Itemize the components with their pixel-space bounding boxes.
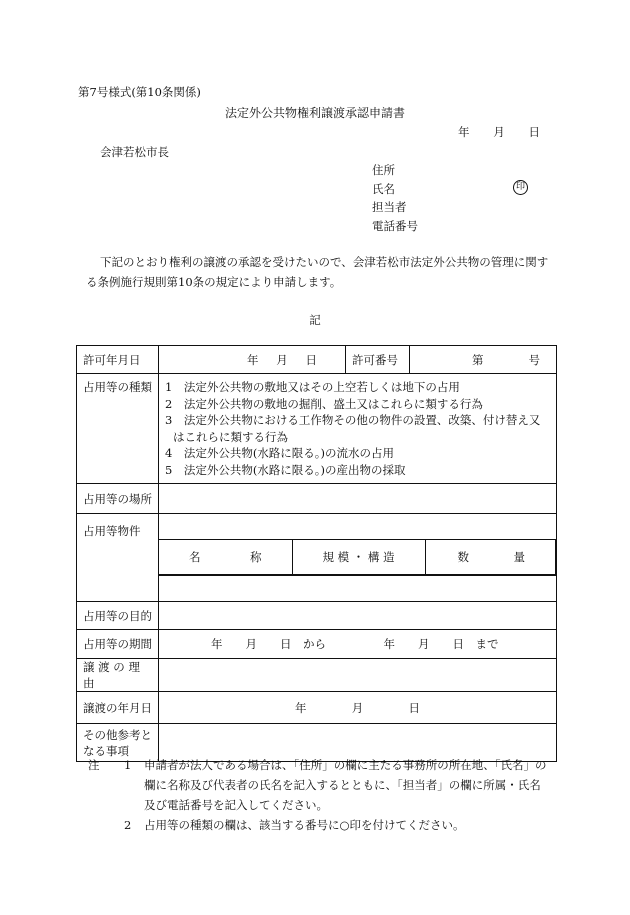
permit-day: 日 <box>305 352 317 367</box>
note-text: 申請者が法人である場合は、「住所」の欄に主たる事務所の所在地、「氏名」の欄に名称及び代表者の氏名を記入するとともに、「担当者」の欄に所属・氏名及び電話番号を記入してください。 <box>144 758 547 812</box>
purpose-field[interactable] <box>159 602 557 630</box>
document-title: 法定外公共物権利譲渡承認申請書 <box>224 106 405 120</box>
object-quantity-header-a: 数 <box>457 550 469 564</box>
permit-number-field[interactable] <box>410 346 557 374</box>
type-option-2[interactable]: 2 法定外公共物の敷地の掘削、盛土又はこれらに類する行為 <box>165 396 483 411</box>
day-label: 日 <box>528 125 540 139</box>
place-row <box>77 484 557 514</box>
type-options[interactable] <box>159 374 557 484</box>
permit-month: 月 <box>276 352 288 367</box>
body-text: 下記のとおり権利の譲渡の承認を受けたいので、会津若松市法定外公共物の管理に関する条例施行規則第10条の規定により申請します。 <box>86 255 549 289</box>
type-option-1[interactable]: 1 法定外公共物の敷地又はその上空若しくは地下の占用 <box>165 380 460 394</box>
transfer-year: 年 <box>295 700 307 715</box>
type-label: 占用等の種類 <box>77 374 159 484</box>
form-number: 第7号様式(第10条関係) <box>78 85 201 99</box>
person-in-charge-label: 担当者 <box>372 200 407 214</box>
type-option-4[interactable]: 4 法定外公共物(水路に限る。)の流水の占用 <box>165 446 395 460</box>
note-number: 2 <box>124 818 132 832</box>
application-table <box>76 345 557 762</box>
object-name-header <box>159 540 292 575</box>
type-option-3-continued: はこれらに類する行為 <box>173 429 288 444</box>
note-mark-spacer <box>88 815 124 835</box>
seal-mark: 印 <box>513 180 528 195</box>
transfer-date-field[interactable] <box>159 692 557 724</box>
application-date <box>458 124 540 140</box>
object-name-field[interactable] <box>159 575 292 576</box>
object-quantity-header <box>425 540 556 575</box>
object-quantity-field[interactable] <box>425 575 556 576</box>
note-number: 1 <box>124 758 132 772</box>
year-label: 年 <box>458 125 470 139</box>
object-subtable <box>159 539 556 576</box>
reason-field[interactable] <box>159 659 557 692</box>
notes <box>88 755 548 835</box>
transfer-date-label: 譲渡の年月日 <box>77 692 159 724</box>
addressee: 会津若松市長 <box>100 145 169 159</box>
period-row <box>77 630 557 659</box>
purpose-label: 占用等の目的 <box>77 602 159 630</box>
other-label-line-1: その他参考と <box>83 727 152 742</box>
transfer-day: 日 <box>408 700 420 715</box>
permit-date-field[interactable] <box>159 346 346 374</box>
permit-year: 年 <box>247 352 259 367</box>
purpose-row <box>77 602 557 630</box>
other-label-line-2: なる事項 <box>83 743 129 758</box>
note-text: 占用等の種類の欄は、該当する番号に○印を付けてください。 <box>144 818 465 832</box>
permit-date-label: 許可年月日 <box>77 346 159 374</box>
object-name-header-a: 名 <box>189 550 201 564</box>
address-label: 住所 <box>372 163 395 177</box>
object-scale-field[interactable] <box>292 575 425 576</box>
object-row <box>77 514 557 602</box>
object-label: 占用等物件 <box>77 514 159 602</box>
note-mark: 注 <box>88 758 100 772</box>
period-label: 占用等の期間 <box>77 630 159 659</box>
object-scale-header: 規 模 ・ 構 造 <box>292 540 425 575</box>
transfer-date-row <box>77 692 557 724</box>
type-option-3[interactable]: 3 法定外公共物における工作物その他の物件の設置、改築、付け替え又 <box>165 413 541 427</box>
permit-number-label: 許可番号 <box>346 346 410 374</box>
type-option-5[interactable]: 5 法定外公共物(水路に限る。)の産出物の採取 <box>165 462 406 477</box>
phone-label: 電話番号 <box>372 219 418 233</box>
permit-number-suffix: 号 <box>528 352 540 367</box>
type-row <box>77 374 557 484</box>
permit-number-prefix: 第 <box>472 352 484 367</box>
place-field[interactable] <box>159 484 557 514</box>
reason-label: 譲 渡 の 理 由 <box>77 659 159 692</box>
period-field[interactable] <box>159 630 557 659</box>
name-label: 氏名 <box>372 182 395 196</box>
place-label: 占用等の場所 <box>77 484 159 514</box>
permit-row <box>77 346 557 374</box>
note-item-1 <box>88 755 548 815</box>
object-name-header-b: 称 <box>250 550 262 564</box>
object-subtable-cell <box>159 514 557 602</box>
reason-row <box>77 659 557 692</box>
period-value: 年 月 日 から 年 月 日 まで <box>211 637 499 651</box>
transfer-month: 月 <box>351 700 364 715</box>
object-quantity-header-b: 量 <box>513 550 525 564</box>
ki-heading: 記 <box>309 313 321 327</box>
month-label: 月 <box>493 125 505 139</box>
note-item-2 <box>88 815 548 835</box>
